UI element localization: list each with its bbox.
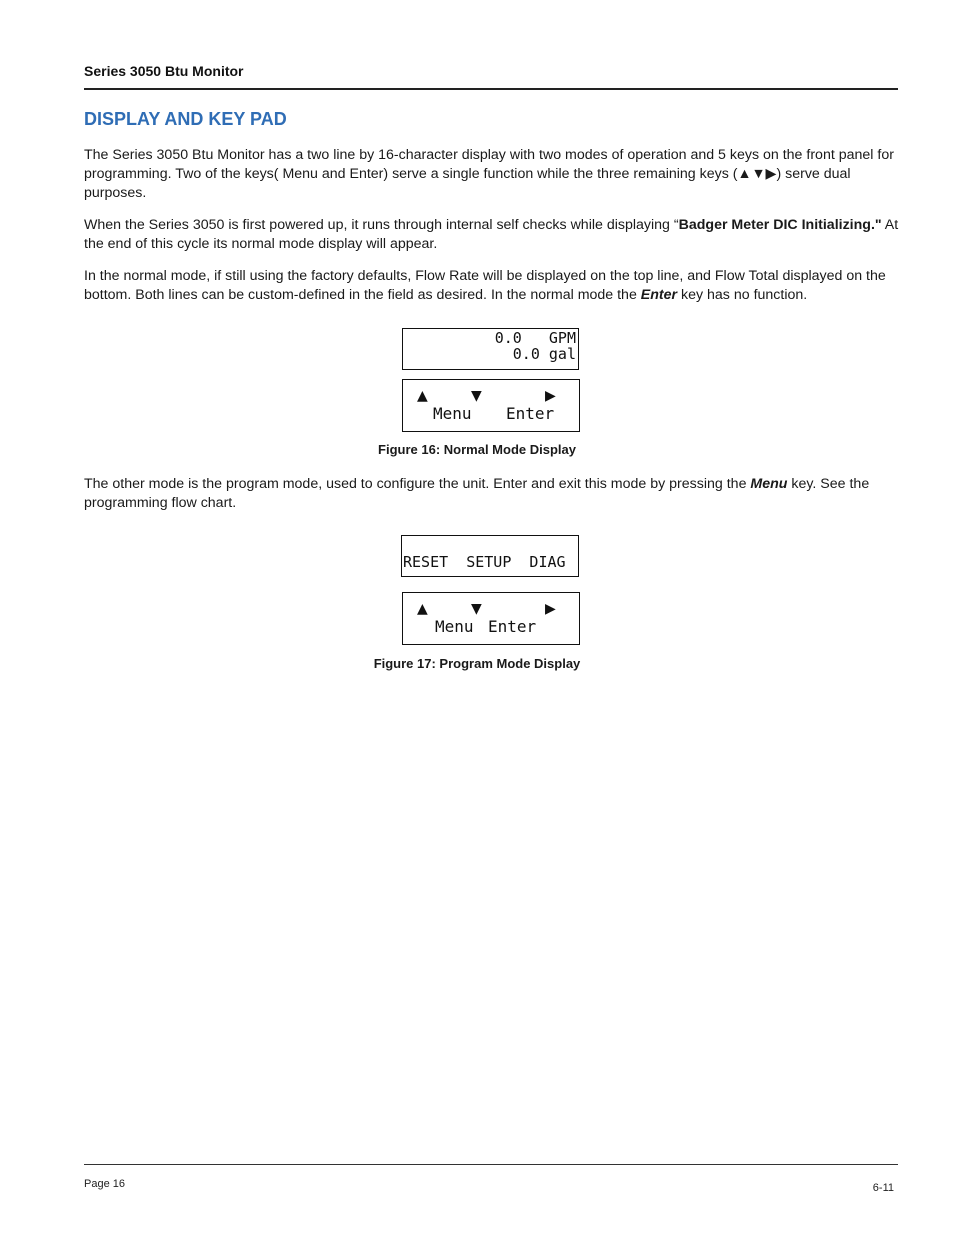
up-arrow-icon[interactable]: ▲	[417, 388, 428, 404]
menu-key-label[interactable]: Menu	[433, 404, 472, 423]
paragraph-power-up-text: When the Series 3050 is first powered up, it runs through internal self checks while displaying “	[84, 217, 679, 233]
enter-key-label[interactable]: Enter	[506, 404, 555, 423]
figure-17-caption: Figure 17: Program Mode Display	[373, 656, 581, 671]
menu-key-emphasis: Menu	[750, 476, 788, 492]
paragraph-normal-mode-text: In the normal mode, if still using the factory defaults, Flow Rate will be displayed on the top line, and Flow Total displayed on the bottom. Both lines can be custom-defined in the field as desired. In the normal mode the	[84, 268, 886, 303]
footer-page-number: Page 16	[84, 1178, 125, 1190]
lcd-line-1: RESET SETUP DIAG	[403, 553, 566, 571]
lcd-line-1: 0.0 GPM	[494, 329, 576, 347]
down-arrow-icon[interactable]: ▼	[471, 388, 482, 404]
paragraph-program-mode-text: The other mode is the program mode, used to configure the unit. Enter and exit this mode by pressing the	[84, 476, 751, 492]
paragraph-power-up	[84, 216, 899, 254]
section-title: DISPLAY AND KEY PAD	[84, 109, 287, 129]
paragraph-power-up-tail: At the end of this cycle its normal mode display will appear.	[84, 217, 899, 252]
paragraph-normal-mode-tail: key has no function.	[677, 287, 808, 303]
normal-mode-keypad	[402, 379, 580, 432]
lcd-line-2: 0.0 gal	[512, 345, 576, 363]
paragraph-normal-mode	[84, 267, 899, 305]
menu-key-label[interactable]: Menu	[435, 617, 474, 636]
right-arrow-icon[interactable]: ▶	[545, 388, 556, 404]
paragraph-program-mode	[84, 475, 899, 513]
program-mode-keypad	[402, 592, 580, 645]
header-rule	[84, 88, 898, 90]
up-arrow-icon[interactable]: ▲	[417, 601, 428, 617]
enter-key-emphasis: Enter	[640, 287, 678, 303]
paragraph-intro: The Series 3050 Btu Monitor has a two line by 16-character display with two modes of operation and 5 keys on the front panel for programming. Two of the keys( Menu and Enter) serve a single function while the three remaining keys (▲▼▶) serve dual purposes.	[84, 147, 894, 201]
right-arrow-icon[interactable]: ▶	[545, 601, 556, 617]
footer-doc-code: 6-11	[872, 1182, 894, 1194]
paragraph-program-mode-tail: key. See the programming flow chart.	[84, 476, 870, 511]
program-mode-lcd	[401, 535, 579, 577]
down-arrow-icon[interactable]: ▼	[471, 601, 482, 617]
figure-16-caption: Figure 16: Normal Mode Display	[378, 442, 576, 457]
paragraph-power-up-bold: Badger Meter DIC Initializing."	[678, 217, 882, 233]
footer-rule	[84, 1164, 898, 1165]
page-header-title: Series 3050 Btu Monitor	[84, 63, 244, 79]
normal-mode-lcd	[402, 328, 579, 370]
enter-key-label[interactable]: Enter	[488, 617, 537, 636]
